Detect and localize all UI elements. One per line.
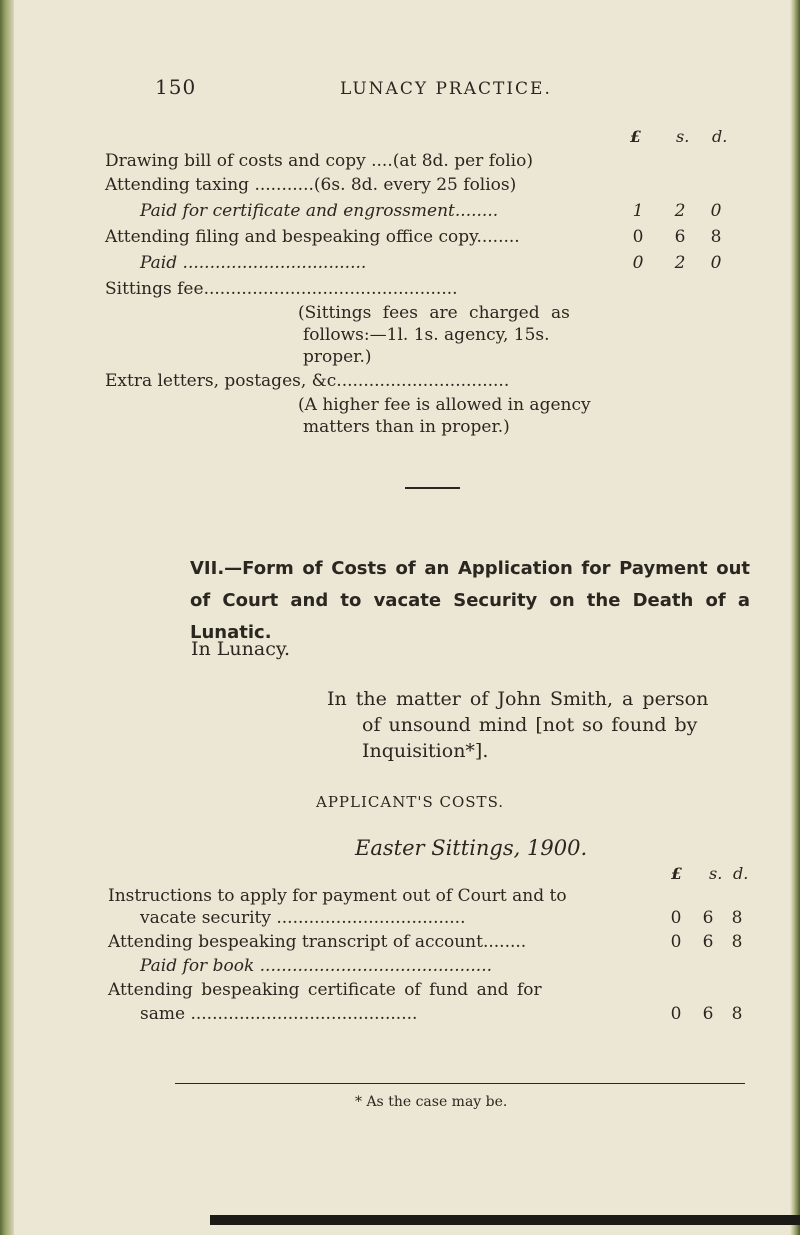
- footnote: * As the case may be.: [355, 1094, 508, 1110]
- amount-pounds: 0: [670, 932, 682, 952]
- leader-dots: ...........: [254, 175, 314, 195]
- cost-line-text: Attending bespeaking certificate of fund and for: [108, 980, 542, 1000]
- pence-header: d.: [712, 127, 728, 146]
- leader-dots: ..................................: [182, 253, 367, 273]
- amount-pence: 0: [710, 253, 722, 273]
- cost-line: [0, 371, 800, 397]
- amount-pounds: 0: [632, 227, 644, 247]
- leader-dots: ..........................................: [190, 1004, 418, 1024]
- amount-shillings: 2: [674, 201, 686, 221]
- cost-line-text: Paid for book: [140, 956, 255, 976]
- note-line: [0, 347, 800, 373]
- amount-shillings: 6: [674, 227, 686, 247]
- shillings-header: s.: [676, 127, 690, 146]
- matter-line: In the matter of John Smith, a person: [327, 688, 709, 710]
- amount-pounds: 0: [670, 1004, 682, 1024]
- shillings-header: s.: [709, 864, 723, 883]
- page-number: 150: [155, 75, 197, 99]
- page-bottom-shadow: [210, 1215, 800, 1225]
- cost-line-text: same: [140, 1004, 186, 1024]
- cost-line: [0, 227, 800, 253]
- section-divider: [405, 487, 460, 489]
- note-text: proper.): [303, 347, 372, 367]
- cost-line-text: vacate security: [140, 908, 271, 928]
- amount-pence: 8: [710, 227, 722, 247]
- cost-line: [0, 908, 800, 934]
- note-text: (A higher fee is allowed in agency: [298, 395, 591, 415]
- leader-dots: ....: [371, 151, 393, 171]
- leader-dots: ........: [476, 227, 520, 247]
- note-text: matters than in proper.): [303, 417, 510, 437]
- cost-line-text: Paid: [140, 253, 178, 273]
- amount-pounds: 1: [632, 201, 644, 221]
- pence-header: d.: [733, 864, 749, 883]
- cost-line-text: Paid for certificate and engrossment: [140, 201, 455, 221]
- cost-line: [0, 151, 800, 177]
- amount-shillings: 2: [674, 253, 686, 273]
- cost-line-rate: (at 8d. per folio): [392, 151, 533, 171]
- sittings-title: Easter Sittings, 1900.: [355, 836, 588, 860]
- amount-pounds: 0: [632, 253, 644, 273]
- leader-dots: ........: [482, 932, 527, 952]
- cost-line-text: Instructions to apply for payment out of Court and to: [108, 886, 567, 906]
- amount-shillings: 6: [702, 932, 714, 952]
- amount-pounds: 0: [670, 908, 682, 928]
- cost-line: [0, 980, 800, 1006]
- note-text: follows:—1l. 1s. agency, 15s.: [303, 325, 550, 345]
- note-line: [0, 417, 800, 443]
- note-text: (Sittings fees are charged as: [298, 303, 570, 323]
- amount-pence: 8: [731, 932, 743, 952]
- amount-shillings: 6: [702, 1004, 714, 1024]
- cost-line-text: Drawing bill of costs and copy: [105, 151, 372, 171]
- cost-line: [0, 956, 800, 982]
- amount-shillings: 6: [702, 908, 714, 928]
- footnote-rule: [175, 1083, 745, 1084]
- cost-line: [0, 932, 800, 958]
- leader-dots: ...............................................: [203, 279, 458, 299]
- cost-line-text: Sittings fee: [105, 279, 204, 299]
- leader-dots: ...........................................: [259, 956, 493, 976]
- cost-line: [0, 175, 800, 201]
- matter-line: of unsound mind [not so found by: [362, 714, 698, 736]
- amount-pence: 8: [731, 908, 743, 928]
- cost-line: [0, 279, 800, 305]
- matter-line: Inquisition*].: [362, 740, 489, 762]
- cost-line-text: Attending taxing: [105, 175, 255, 195]
- section-heading: VII.—Form of Costs of an Application for Payment out of Court and to vacate Security on the Death of a Lunatic.: [190, 558, 750, 643]
- pounds-header: £: [671, 864, 683, 883]
- pounds-header: £: [630, 127, 642, 146]
- cost-line-rate: (6s. 8d. every 25 folios): [313, 175, 517, 195]
- cost-line-text: Extra letters, postages, &c.: [105, 371, 342, 391]
- cost-line: [0, 253, 800, 279]
- costs-title: APPLICANT'S COSTS.: [316, 793, 505, 811]
- cost-line-text: Attending filing and bespeaking office copy: [105, 227, 477, 247]
- leader-dots: ...............................: [341, 371, 510, 391]
- running-title: LUNACY PRACTICE.: [340, 79, 552, 99]
- amount-pence: 0: [710, 201, 722, 221]
- cost-line: [0, 201, 800, 227]
- leader-dots: ...................................: [276, 908, 466, 928]
- leader-dots: ........: [454, 201, 499, 221]
- amount-pence: 8: [731, 1004, 743, 1024]
- cost-line-text: Attending bespeaking transcript of account: [108, 932, 483, 952]
- cost-line: [0, 1004, 800, 1030]
- court-label: In Lunacy.: [191, 638, 291, 660]
